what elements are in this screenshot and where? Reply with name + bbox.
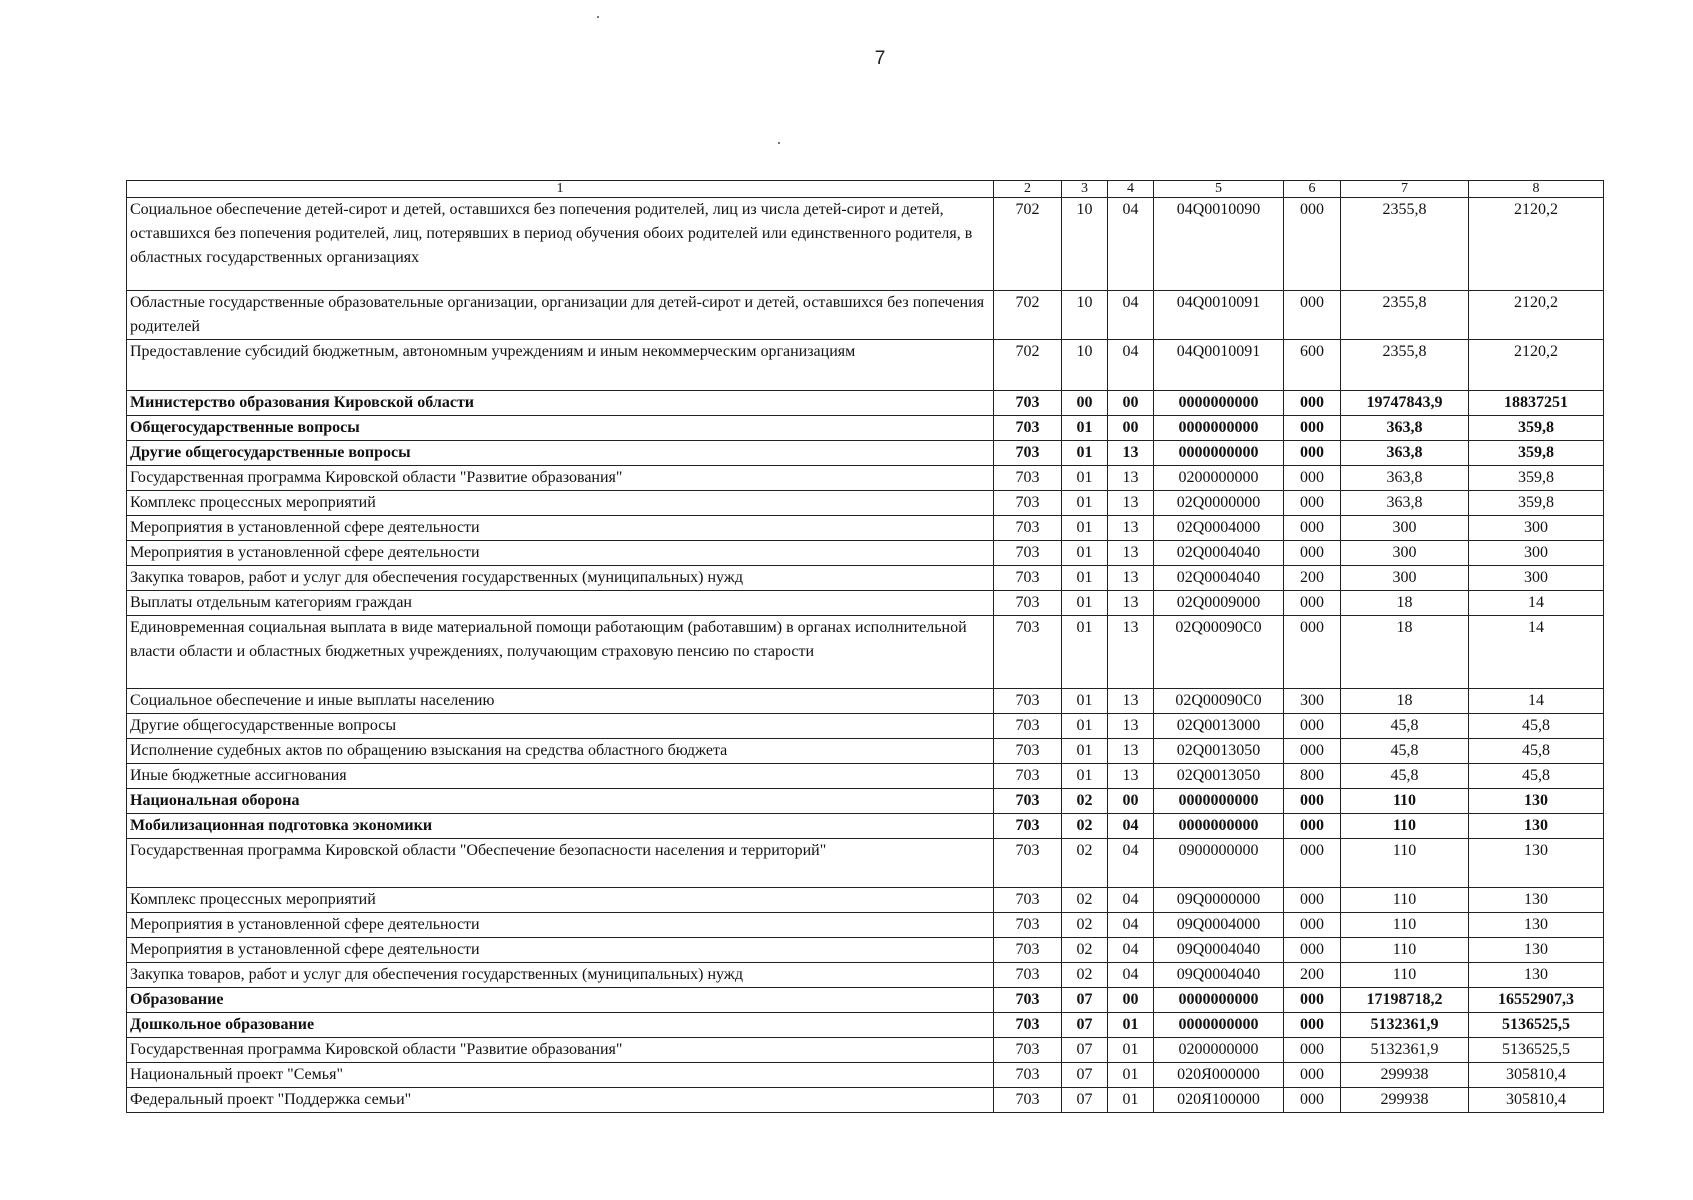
code-target-article: 02Q0013000 [1154,714,1284,739]
code-section: 01 [1062,441,1108,466]
row-name: Национальный проект "Семья" [127,1063,994,1088]
amount-year-2: 130 [1469,938,1604,963]
code-subsection: 13 [1108,516,1154,541]
table-row [127,291,1604,340]
column-header: 8 [1469,181,1604,198]
code-ministry: 702 [994,291,1062,340]
amount-year-1: 2355,8 [1341,198,1469,291]
scan-speck [778,142,780,144]
row-name: Комплекс процессных мероприятий [127,491,994,516]
code-subsection: 01 [1108,1088,1154,1113]
table-row [127,541,1604,566]
code-section: 10 [1062,291,1108,340]
code-target-article: 0000000000 [1154,391,1284,416]
code-section: 01 [1062,566,1108,591]
table-row [127,988,1604,1013]
code-expense-type: 000 [1284,714,1341,739]
code-ministry: 703 [994,541,1062,566]
code-target-article: 020Я000000 [1154,1063,1284,1088]
code-expense-type: 300 [1284,689,1341,714]
amount-year-2: 45,8 [1469,764,1604,789]
row-name: Предоставление субсидий бюджетным, автономным учреждениям и иным некоммерческим организациям [127,340,994,391]
amount-year-2: 359,8 [1469,466,1604,491]
row-name: Образование [127,988,994,1013]
code-section: 02 [1062,839,1108,888]
table-row [127,340,1604,391]
table-row [127,566,1604,591]
code-expense-type: 000 [1284,616,1341,689]
row-name: Федеральный проект "Поддержка семьи" [127,1088,994,1113]
table-row [127,839,1604,888]
code-expense-type: 000 [1284,291,1341,340]
code-section: 07 [1062,988,1108,1013]
code-target-article: 020Я100000 [1154,1088,1284,1113]
code-subsection: 01 [1108,1013,1154,1038]
code-expense-type: 000 [1284,988,1341,1013]
budget-table [126,180,1604,1113]
amount-year-2: 359,8 [1469,441,1604,466]
amount-year-1: 110 [1341,963,1469,988]
code-expense-type: 000 [1284,789,1341,814]
code-section: 07 [1062,1013,1108,1038]
code-expense-type: 000 [1284,198,1341,291]
amount-year-1: 110 [1341,814,1469,839]
table-row [127,466,1604,491]
code-subsection: 04 [1108,814,1154,839]
row-name: Единовременная социальная выплата в виде материальной помощи работающим (работавшим) в органах исполнительной власти области и областных бюджетных учреждениях, получающим страховую пенсию по старости [127,616,994,689]
code-target-article: 02Q0009000 [1154,591,1284,616]
code-subsection: 04 [1108,839,1154,888]
table-row [127,963,1604,988]
column-header: 5 [1154,181,1284,198]
code-subsection: 13 [1108,541,1154,566]
table-row [127,938,1604,963]
amount-year-2: 130 [1469,913,1604,938]
code-ministry: 703 [994,491,1062,516]
table-row [127,616,1604,689]
amount-year-2: 45,8 [1469,739,1604,764]
table-row [127,1088,1604,1113]
code-ministry: 703 [994,963,1062,988]
code-ministry: 703 [994,591,1062,616]
amount-year-1: 17198718,2 [1341,988,1469,1013]
table-row [127,198,1604,291]
code-expense-type: 000 [1284,591,1341,616]
code-ministry: 703 [994,714,1062,739]
code-ministry: 703 [994,391,1062,416]
table-row [127,814,1604,839]
row-name: Министерство образования Кировской области [127,391,994,416]
amount-year-1: 363,8 [1341,491,1469,516]
code-subsection: 00 [1108,416,1154,441]
code-expense-type: 000 [1284,1038,1341,1063]
code-target-article: 0900000000 [1154,839,1284,888]
amount-year-2: 300 [1469,566,1604,591]
row-name: Дошкольное образование [127,1013,994,1038]
amount-year-2: 305810,4 [1469,1063,1604,1088]
code-section: 07 [1062,1038,1108,1063]
code-expense-type: 000 [1284,888,1341,913]
amount-year-2: 16552907,3 [1469,988,1604,1013]
amount-year-1: 110 [1341,888,1469,913]
code-section: 01 [1062,516,1108,541]
code-subsection: 13 [1108,566,1154,591]
code-expense-type: 000 [1284,416,1341,441]
code-section: 02 [1062,913,1108,938]
amount-year-2: 130 [1469,839,1604,888]
amount-year-2: 2120,2 [1469,340,1604,391]
code-subsection: 13 [1108,764,1154,789]
row-name: Социальное обеспечение детей-сирот и детей, оставшихся без попечения родителей, лиц из числа детей-сирот и детей, оставшихся без попечения родителей, лиц, потерявших в период обучения обоих родителей или единственного родителя, в областных государственных организациях [127,198,994,291]
code-ministry: 703 [994,764,1062,789]
code-section: 02 [1062,789,1108,814]
code-expense-type: 000 [1284,391,1341,416]
table-body [127,198,1604,1113]
amount-year-2: 14 [1469,616,1604,689]
code-target-article: 02Q0013050 [1154,739,1284,764]
row-name: Закупка товаров, работ и услуг для обеспечения государственных (муниципальных) нужд [127,963,994,988]
amount-year-1: 45,8 [1341,764,1469,789]
code-section: 01 [1062,591,1108,616]
code-ministry: 703 [994,938,1062,963]
code-target-article: 0000000000 [1154,1013,1284,1038]
code-section: 02 [1062,814,1108,839]
row-name: Мероприятия в установленной сфере деятельности [127,516,994,541]
amount-year-1: 18 [1341,591,1469,616]
code-subsection: 01 [1108,1038,1154,1063]
code-subsection: 13 [1108,466,1154,491]
code-ministry: 703 [994,516,1062,541]
code-section: 01 [1062,616,1108,689]
code-target-article: 0000000000 [1154,988,1284,1013]
amount-year-1: 110 [1341,789,1469,814]
code-ministry: 702 [994,198,1062,291]
code-section: 07 [1062,1088,1108,1113]
code-subsection: 00 [1108,789,1154,814]
code-section: 02 [1062,938,1108,963]
code-ministry: 703 [994,789,1062,814]
code-section: 01 [1062,739,1108,764]
code-section: 01 [1062,714,1108,739]
code-expense-type: 000 [1284,491,1341,516]
row-name: Общегосударственные вопросы [127,416,994,441]
code-ministry: 703 [994,689,1062,714]
code-target-article: 0000000000 [1154,814,1284,839]
code-subsection: 13 [1108,441,1154,466]
code-subsection: 13 [1108,591,1154,616]
code-expense-type: 000 [1284,913,1341,938]
table-row [127,913,1604,938]
table-row [127,591,1604,616]
code-expense-type: 000 [1284,541,1341,566]
code-target-article: 09Q0004040 [1154,963,1284,988]
code-subsection: 04 [1108,938,1154,963]
code-ministry: 703 [994,739,1062,764]
code-ministry: 703 [994,814,1062,839]
amount-year-2: 300 [1469,516,1604,541]
row-name: Мероприятия в установленной сфере деятельности [127,938,994,963]
code-ministry: 703 [994,441,1062,466]
amount-year-1: 299938 [1341,1088,1469,1113]
amount-year-2: 359,8 [1469,491,1604,516]
code-ministry: 703 [994,1013,1062,1038]
row-name: Мобилизационная подготовка экономики [127,814,994,839]
code-subsection: 04 [1108,963,1154,988]
amount-year-1: 45,8 [1341,739,1469,764]
code-subsection: 13 [1108,689,1154,714]
code-target-article: 09Q0000000 [1154,888,1284,913]
code-expense-type: 000 [1284,1063,1341,1088]
amount-year-1: 18 [1341,689,1469,714]
amount-year-2: 305810,4 [1469,1088,1604,1113]
page-number: 7 [874,48,886,69]
amount-year-1: 110 [1341,913,1469,938]
amount-year-2: 130 [1469,963,1604,988]
amount-year-1: 300 [1341,516,1469,541]
code-ministry: 703 [994,416,1062,441]
code-expense-type: 000 [1284,1013,1341,1038]
column-header: 1 [127,181,994,198]
code-target-article: 09Q0004040 [1154,938,1284,963]
code-target-article: 04Q0010091 [1154,291,1284,340]
code-expense-type: 800 [1284,764,1341,789]
code-expense-type: 000 [1284,938,1341,963]
amount-year-2: 359,8 [1469,416,1604,441]
table-row [127,516,1604,541]
column-header: 4 [1108,181,1154,198]
table-row [127,739,1604,764]
row-name: Мероприятия в установленной сфере деятельности [127,541,994,566]
code-section: 01 [1062,764,1108,789]
code-subsection: 13 [1108,616,1154,689]
row-name: Мероприятия в установленной сфере деятельности [127,913,994,938]
row-name: Национальная оборона [127,789,994,814]
code-target-article: 0000000000 [1154,416,1284,441]
code-ministry: 703 [994,888,1062,913]
amount-year-2: 5136525,5 [1469,1013,1604,1038]
amount-year-1: 19747843,9 [1341,391,1469,416]
code-subsection: 00 [1108,391,1154,416]
code-section: 10 [1062,340,1108,391]
amount-year-1: 300 [1341,566,1469,591]
amount-year-1: 363,8 [1341,416,1469,441]
row-name: Государственная программа Кировской области "Развитие образования" [127,1038,994,1063]
code-section: 00 [1062,391,1108,416]
amount-year-2: 130 [1469,814,1604,839]
code-ministry: 703 [994,913,1062,938]
code-subsection: 13 [1108,491,1154,516]
table-row [127,1063,1604,1088]
table-row [127,714,1604,739]
table-row [127,764,1604,789]
amount-year-2: 14 [1469,591,1604,616]
code-subsection: 04 [1108,340,1154,391]
code-expense-type: 200 [1284,566,1341,591]
code-target-article: 02Q0000000 [1154,491,1284,516]
code-target-article: 0000000000 [1154,441,1284,466]
code-expense-type: 000 [1284,839,1341,888]
code-expense-type: 000 [1284,1088,1341,1113]
row-name: Иные бюджетные ассигнования [127,764,994,789]
amount-year-2: 18837251 [1469,391,1604,416]
code-section: 01 [1062,416,1108,441]
code-target-article: 02Q0013050 [1154,764,1284,789]
code-ministry: 703 [994,839,1062,888]
code-target-article: 02Q0004040 [1154,541,1284,566]
table-row [127,491,1604,516]
code-section: 02 [1062,963,1108,988]
amount-year-2: 300 [1469,541,1604,566]
code-ministry: 702 [994,340,1062,391]
code-subsection: 13 [1108,739,1154,764]
code-expense-type: 600 [1284,340,1341,391]
code-ministry: 703 [994,566,1062,591]
amount-year-2: 130 [1469,789,1604,814]
code-ministry: 703 [994,1038,1062,1063]
amount-year-2: 2120,2 [1469,198,1604,291]
table-row [127,416,1604,441]
code-target-article: 09Q0004000 [1154,913,1284,938]
code-ministry: 703 [994,1063,1062,1088]
code-target-article: 04Q0010090 [1154,198,1284,291]
code-expense-type: 200 [1284,963,1341,988]
row-name: Выплаты отдельным категориям граждан [127,591,994,616]
amount-year-2: 14 [1469,689,1604,714]
code-target-article: 02Q0004040 [1154,566,1284,591]
code-section: 10 [1062,198,1108,291]
amount-year-2: 2120,2 [1469,291,1604,340]
amount-year-1: 363,8 [1341,466,1469,491]
table-row [127,391,1604,416]
code-target-article: 02Q00090C0 [1154,616,1284,689]
column-header: 7 [1341,181,1469,198]
code-target-article: 0200000000 [1154,466,1284,491]
row-name: Другие общегосударственные вопросы [127,714,994,739]
amount-year-1: 2355,8 [1341,340,1469,391]
code-target-article: 0200000000 [1154,1038,1284,1063]
row-name: Исполнение судебных актов по обращению взыскания на средства областного бюджета [127,739,994,764]
table-header-row [127,181,1604,198]
amount-year-1: 110 [1341,938,1469,963]
row-name: Государственная программа Кировской области "Обеспечение безопасности населения и территорий" [127,839,994,888]
amount-year-1: 363,8 [1341,441,1469,466]
code-target-article: 02Q0004000 [1154,516,1284,541]
amount-year-1: 299938 [1341,1063,1469,1088]
code-section: 01 [1062,491,1108,516]
amount-year-1: 18 [1341,616,1469,689]
code-expense-type: 000 [1284,441,1341,466]
code-section: 01 [1062,541,1108,566]
code-subsection: 04 [1108,198,1154,291]
scan-speck [597,16,599,18]
amount-year-1: 300 [1341,541,1469,566]
code-expense-type: 000 [1284,814,1341,839]
code-subsection: 13 [1108,714,1154,739]
row-name: Закупка товаров, работ и услуг для обеспечения государственных (муниципальных) нужд [127,566,994,591]
code-target-article: 02Q00090C0 [1154,689,1284,714]
code-subsection: 04 [1108,291,1154,340]
amount-year-1: 2355,8 [1341,291,1469,340]
row-name: Другие общегосударственные вопросы [127,441,994,466]
code-subsection: 01 [1108,1063,1154,1088]
code-ministry: 703 [994,988,1062,1013]
code-expense-type: 000 [1284,739,1341,764]
table-row [127,441,1604,466]
code-target-article: 04Q0010091 [1154,340,1284,391]
row-name: Областные государственные образовательные организации, организации для детей-сирот и детей, оставшихся без попечения родителей [127,291,994,340]
table-row [127,689,1604,714]
table-row [127,888,1604,913]
table-row [127,1038,1604,1063]
row-name: Комплекс процессных мероприятий [127,888,994,913]
code-ministry: 703 [994,1088,1062,1113]
code-section: 02 [1062,888,1108,913]
row-name: Государственная программа Кировской области "Развитие образования" [127,466,994,491]
amount-year-2: 130 [1469,888,1604,913]
amount-year-1: 45,8 [1341,714,1469,739]
column-header: 3 [1062,181,1108,198]
row-name: Социальное обеспечение и иные выплаты населению [127,689,994,714]
code-section: 07 [1062,1063,1108,1088]
amount-year-1: 110 [1341,839,1469,888]
code-ministry: 703 [994,616,1062,689]
code-section: 01 [1062,466,1108,491]
code-subsection: 04 [1108,913,1154,938]
code-subsection: 00 [1108,988,1154,1013]
amount-year-1: 5132361,9 [1341,1013,1469,1038]
column-header: 2 [994,181,1062,198]
amount-year-1: 5132361,9 [1341,1038,1469,1063]
column-header: 6 [1284,181,1341,198]
code-section: 01 [1062,689,1108,714]
table-row [127,789,1604,814]
code-expense-type: 000 [1284,516,1341,541]
amount-year-2: 5136525,5 [1469,1038,1604,1063]
amount-year-2: 45,8 [1469,714,1604,739]
code-subsection: 04 [1108,888,1154,913]
code-ministry: 703 [994,466,1062,491]
code-expense-type: 000 [1284,466,1341,491]
code-target-article: 0000000000 [1154,789,1284,814]
table-row [127,1013,1604,1038]
